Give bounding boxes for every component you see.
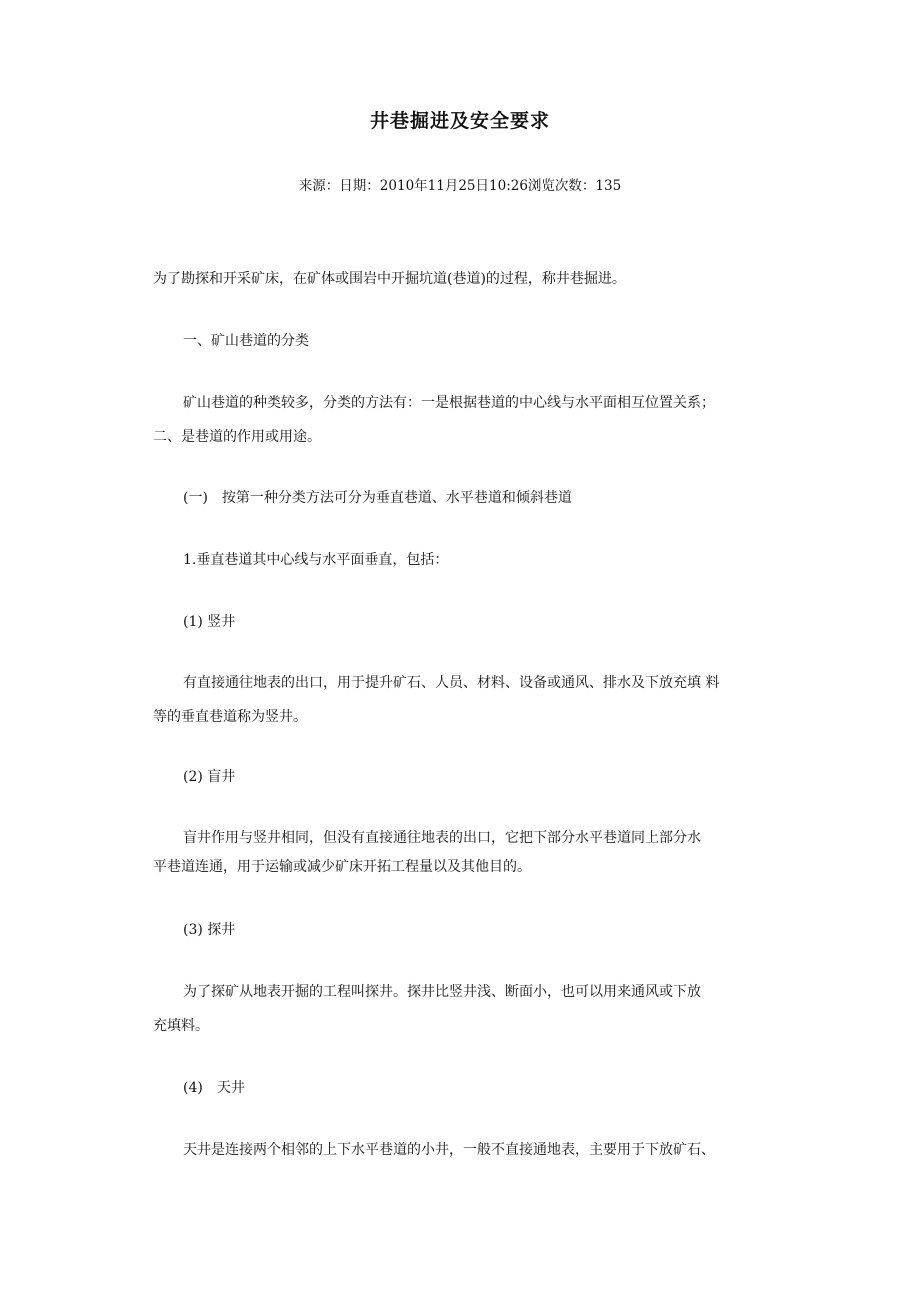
item-1a-line-1: 有直接通往地表的出口，用于提升矿石、人员、材料、设备或通风、排水及下放充填 料 bbox=[183, 675, 720, 691]
intro-paragraph: 为了勘探和开采矿床，在矿体或围岩中开掘坑道(巷道)的过程，称井巷掘进。 bbox=[153, 271, 626, 287]
item-1a-heading: (1) 竖井 bbox=[183, 614, 236, 630]
section-1-paragraph-line-1: 矿山巷道的种类较多，分类的方法有：一是根据巷道的中心线与水平面相互位置关系； bbox=[183, 395, 715, 411]
subsection-1-heading: (一) 按第一种分类方法可分为垂直巷道、水平巷道和倾斜巷道 bbox=[183, 490, 572, 506]
item-1b-line-1: 盲井作用与竖井相同，但没有直接通往地表的出口，它把下部分水平巷道同上部分水 bbox=[183, 830, 701, 846]
item-1b-line-2: 平巷道连通，用于运输或减少矿床开拓工程量以及其他目的。 bbox=[153, 859, 531, 875]
item-1d-heading: (4) 天井 bbox=[183, 1080, 245, 1096]
item-1-heading: 1.垂直巷道其中心线与水平面垂直，包括： bbox=[183, 552, 449, 568]
item-1b-heading: (2) 盲井 bbox=[183, 769, 236, 785]
item-1c-heading: (3) 探井 bbox=[183, 922, 236, 938]
section-1-heading: 一、矿山巷道的分类 bbox=[183, 333, 309, 349]
item-1a-line-2: 等的垂直巷道称为竖井。 bbox=[153, 709, 307, 725]
item-1c-line-1: 为了探矿从地表开掘的工程叫探井。探井比竖井浅、断面小，也可以用来通风或下放 bbox=[183, 984, 701, 1000]
section-1-paragraph-line-2: 二、是巷道的作用或用途。 bbox=[153, 429, 321, 445]
document-meta: 来源：日期：2010年11月25日10:26浏览次数：135 bbox=[298, 178, 622, 194]
item-1c-line-2: 充填料。 bbox=[153, 1018, 209, 1034]
document-title: 井巷掘进及安全要求 bbox=[369, 110, 550, 132]
item-1d-line-1: 天井是连接两个相邻的上下水平巷道的小井，一般不直接通地表，主要用于下放矿石、 bbox=[183, 1142, 715, 1158]
